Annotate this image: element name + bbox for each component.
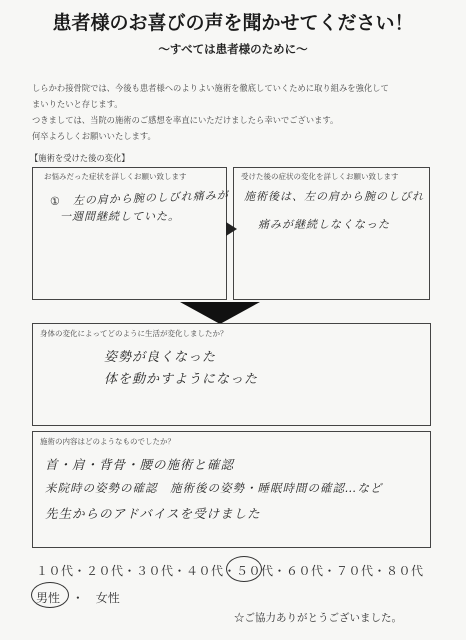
selected-gender-circle xyxy=(31,582,69,608)
treatment-label: 施術の内容はどのようなものでしたか？ xyxy=(40,437,175,446)
page-title: 患者様のお喜びの声を聞かせてください！ xyxy=(52,12,414,34)
symptom-after-label: 受けた後の症状の変化を詳しくお願い致します xyxy=(241,172,399,181)
life-change-label: 身体の変化によってどのように生活が変化しましたか？ xyxy=(40,329,228,338)
closing-message: ☆ご協力ありがとうございました。 xyxy=(234,612,402,624)
symptom-before-answer: 一週間継続していた。 xyxy=(60,210,180,223)
treatment-answer: 先生からのアドバイスを受けました xyxy=(45,506,261,521)
life-change-answer: 姿勢が良くなった xyxy=(104,350,217,365)
intro-line: まいりたいと存じます。 xyxy=(32,99,123,109)
intro-line: しらかわ接骨院では、今後も患者様へのよりよい施術を徹底していくために取り組みを強化して xyxy=(32,83,389,93)
treatment-answer: 首・肩・背骨・腰の施術と確認 xyxy=(45,457,235,472)
right-arrow-icon xyxy=(226,222,238,236)
intro-line: つきましては、当院の施術のご感想を率直にいただけましたら幸いでございます。 xyxy=(32,115,339,125)
selected-age-circle xyxy=(226,556,262,582)
gender-separator: ・ xyxy=(71,591,84,605)
treatment-answer: 来院時の姿勢の確認 施術後の姿勢・睡眠時間の確認…など xyxy=(45,481,383,495)
age-options: １０代・２０代・３０代・４０代・５０代・６０代・７０代・８０代 xyxy=(36,564,424,578)
gender-male: 男性 xyxy=(36,591,61,605)
life-change-answer: 体を動かすようになった xyxy=(104,372,259,387)
down-arrow-icon xyxy=(180,302,260,324)
page-subtitle: ～すべては患者様のために～ xyxy=(158,42,308,56)
section-heading: 【施術を受けた後の変化】 xyxy=(30,153,130,163)
symptom-after-box xyxy=(233,167,430,300)
symptom-before-answer: ① 左の肩から腕のしびれ痛みが xyxy=(49,188,230,208)
gender-female: 女性 xyxy=(95,591,120,605)
intro-text xyxy=(32,80,447,144)
intro-line: 何卒よろしくお願いいたします。 xyxy=(32,131,156,141)
symptom-after-answer: 痛みが継続しなくなった xyxy=(258,218,390,231)
symptom-after-answer: 施術後は、左の肩から腕のしびれ xyxy=(244,190,424,203)
symptom-before-label: お悩みだった症状を詳しくお願い致します xyxy=(44,172,187,181)
